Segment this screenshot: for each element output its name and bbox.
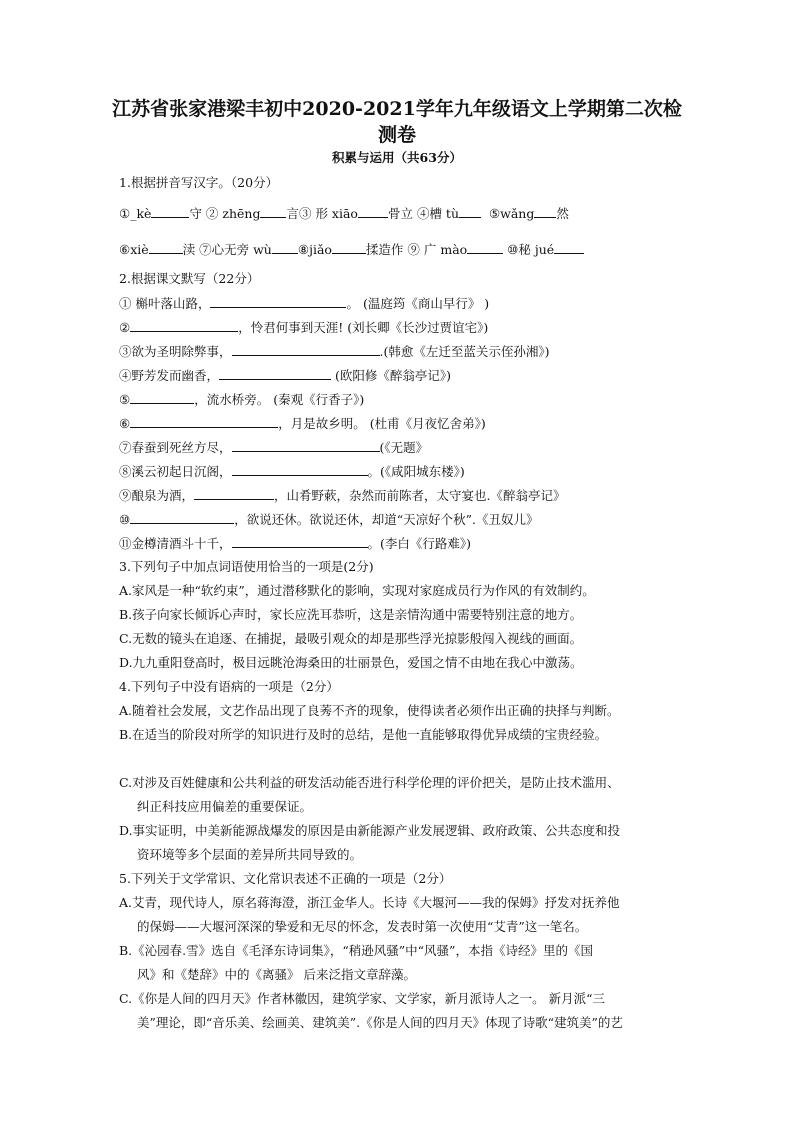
q5-line-4: 风》和《楚辞》中的《离骚》 后来泛指文章辞藻。 <box>137 967 416 982</box>
blank[interactable] <box>130 510 234 524</box>
q2-item-post: (欧阳修《醉翁亭记》) <box>331 368 451 383</box>
q2-heading: 2.根据课文默写（22分） <box>119 271 260 286</box>
q1-r2-c: ⑧jiǎo <box>297 242 332 257</box>
q2-item-pre: ⑨酿泉为酒， <box>119 488 195 503</box>
q2-item-2 <box>119 318 488 337</box>
q2-item-pre: ③欲为圣明除弊事， <box>119 344 232 359</box>
q2-item-post: .(韩愈《左迁至蓝关示侄孙湘》) <box>379 344 550 359</box>
q1-r2-a: ⑥xiè <box>119 242 149 257</box>
blank[interactable] <box>554 240 584 254</box>
q2-item-4 <box>119 366 451 385</box>
q1-r2-e: ⑩秘 jué <box>507 242 555 257</box>
blank[interactable] <box>151 204 189 218</box>
q1-r1-c: 言③ 形 xiāo <box>286 206 358 221</box>
q2-item-pre: ⑩ <box>119 512 131 527</box>
q2-item-post: 。(《咸阳城东楼》) <box>367 464 465 479</box>
blank[interactable] <box>232 438 380 452</box>
blank[interactable] <box>149 240 183 254</box>
q1-r1-e: ⑤wǎng <box>488 206 535 221</box>
q1-r1-f: 然 <box>556 206 569 221</box>
q5-line-5: C.《你是人间的四月天》作者林徽因，建筑学家、文学家，新月派诗人之一。 新月派“三 <box>119 991 605 1006</box>
blank[interactable] <box>467 240 503 254</box>
q4-option-d-cont: 资环境等多个层面的差异所共同导致的。 <box>137 847 363 862</box>
blank[interactable] <box>260 204 286 218</box>
q2-item-10 <box>119 510 538 529</box>
q3-heading: 3.下列句子中加点词语使用恰当的一项是(2分) <box>119 559 374 574</box>
q1-r2-d: 揉造作 ⑨ 广 mào <box>365 242 468 257</box>
q4-option-a: A.随着社会发展，文艺作品出现了良莠不齐的现象，使得读者必须作出正确的抉择与判断。 <box>119 703 620 718</box>
blank[interactable] <box>232 342 380 356</box>
q5-line-2: 的保姆——大堰河深深的挚爱和无尽的怀念，发表时第一次使用“艾青”这一笔名。 <box>137 919 588 934</box>
q2-item-pre: ⑪金樽清酒斗十千， <box>119 536 232 551</box>
blank[interactable] <box>232 534 368 548</box>
q2-item-pre: ② <box>119 320 131 335</box>
blank[interactable] <box>459 204 481 218</box>
q2-item-9 <box>119 486 566 505</box>
page-title-line1: 江苏省张家港梁丰初中2020-2021学年九年级语文上学期第二次检 <box>112 98 682 120</box>
q2-item-3 <box>119 342 550 361</box>
blank[interactable] <box>358 204 388 218</box>
q3-option-b: B.孩子向家长倾诉心声时，家长应洗耳恭听，这是亲情沟通中需要特别注意的地方。 <box>119 607 583 622</box>
blank[interactable] <box>130 318 238 332</box>
blank[interactable] <box>219 366 331 380</box>
q2-item-post: 。(李白《行路难》) <box>367 536 472 551</box>
blank[interactable] <box>332 240 366 254</box>
q2-item-pre: ⑦春蚕到死丝方尽， <box>119 440 232 455</box>
blank[interactable] <box>130 390 194 404</box>
q3-option-a: A.家风是一种“软约束”，通过潜移默化的影响，实现对家庭成员行为作风的有效制约。 <box>119 583 595 598</box>
q2-item-post: ，怜君何事到天涯! (刘长卿《长沙过贾谊宅》) <box>238 320 489 335</box>
q1-r1-d: 骨立 ④槽 tù <box>387 206 459 221</box>
q2-item-6 <box>119 414 486 433</box>
q1-row1 <box>119 204 569 223</box>
q4-option-d: D.事实证明，中美新能源战爆发的原因是由新能源产业发展逻辑、政府政策、公共态度和投 <box>119 823 621 838</box>
q5-line-6: 美”理论，即“音乐美、绘画美、建筑美”.《你是人间的四月天》体现了诗歌“建筑美”的艺 <box>137 1015 623 1030</box>
q3-option-c: C.无数的镜头在追逐、在捕捉，最吸引观众的却是那些浮光掠影般闯入视线的画面。 <box>119 631 583 646</box>
blank[interactable] <box>534 204 556 218</box>
q1-row2 <box>119 240 584 259</box>
q2-item-7 <box>119 438 428 457</box>
page-title-line2: 测卷 <box>377 124 416 146</box>
q2-item-pre: ④野芳发而幽香， <box>119 368 220 383</box>
q4-option-c-cont: 纠正科技应用偏差的重要保证。 <box>137 799 313 814</box>
q2-item-pre: ⑧溪云初起日沉阁， <box>119 464 232 479</box>
q2-item-post: ，月是故乡明。 (杜甫《月夜忆舍弟》) <box>278 416 486 431</box>
q2-item-post: ，流水桥旁。 (秦观《行香子》) <box>194 392 365 407</box>
q4-option-c: C.对涉及百姓健康和公共利益的研发活动能否进行科学伦理的评价把关，是防止技术滥用、 <box>119 775 620 790</box>
q2-item-post: (《无题》 <box>379 440 429 455</box>
blank[interactable] <box>232 462 368 476</box>
blank[interactable] <box>210 294 346 308</box>
q1-r1-a: ①_kè <box>119 206 152 221</box>
q2-item-pre: ⑥ <box>119 416 131 431</box>
q2-item-8 <box>119 462 465 481</box>
q2-item-post: 。 (温庭筠《商山早行》 ) <box>346 296 490 311</box>
q1-heading: 1.根据拼音写汉字。（20分） <box>119 175 279 190</box>
q2-item-5 <box>119 390 364 409</box>
q2-item-1 <box>119 294 489 313</box>
q5-line-3: B.《沁园春.雪》选自《毛泽东诗词集》，“稍逊风骚”中“风骚”，本指《诗经》里的《国 <box>119 943 593 958</box>
q4-option-b: B.在适当的阶段对所学的知识进行及时的总结，是他一直能够取得优异成绩的宝贵经验。 <box>119 727 608 742</box>
q5-line-1: A.艾青，现代诗人，原名蒋海澄，浙江金华人。长诗《大堰河——我的保姆》抒发对抚养他 <box>119 895 620 910</box>
blank[interactable] <box>194 486 274 500</box>
section-heading: 积累与运用（共63分） <box>332 150 462 165</box>
q2-item-pre: ⑤ <box>119 392 131 407</box>
q2-item-11 <box>119 534 471 553</box>
q1-r2-b: 渎 ⑦心无旁 wù <box>182 242 272 257</box>
q2-item-pre: ① 槲叶落山路， <box>119 296 211 311</box>
q1-r1-b: 守 ② zhēng <box>189 206 261 221</box>
blank[interactable] <box>272 240 298 254</box>
blank[interactable] <box>130 414 278 428</box>
q2-item-post: ，山肴野蔌，杂然而前陈者，太守宴也.《醉翁亭记》 <box>274 488 566 503</box>
q3-option-d: D.九九重阳登高时，极目远眺沧海桑田的壮丽景色，爱国之情不由地在我心中激荡。 <box>119 655 583 670</box>
q4-heading: 4.下列句子中没有语病的一项是（2分） <box>119 679 339 694</box>
q5-heading: 5.下列关于文学常识、文化常识表述不正确的一项是（2分） <box>119 871 452 886</box>
q2-item-post: ，欲说还休。欲说还休，却道“天凉好个秋”.《丑奴儿》 <box>234 512 539 527</box>
